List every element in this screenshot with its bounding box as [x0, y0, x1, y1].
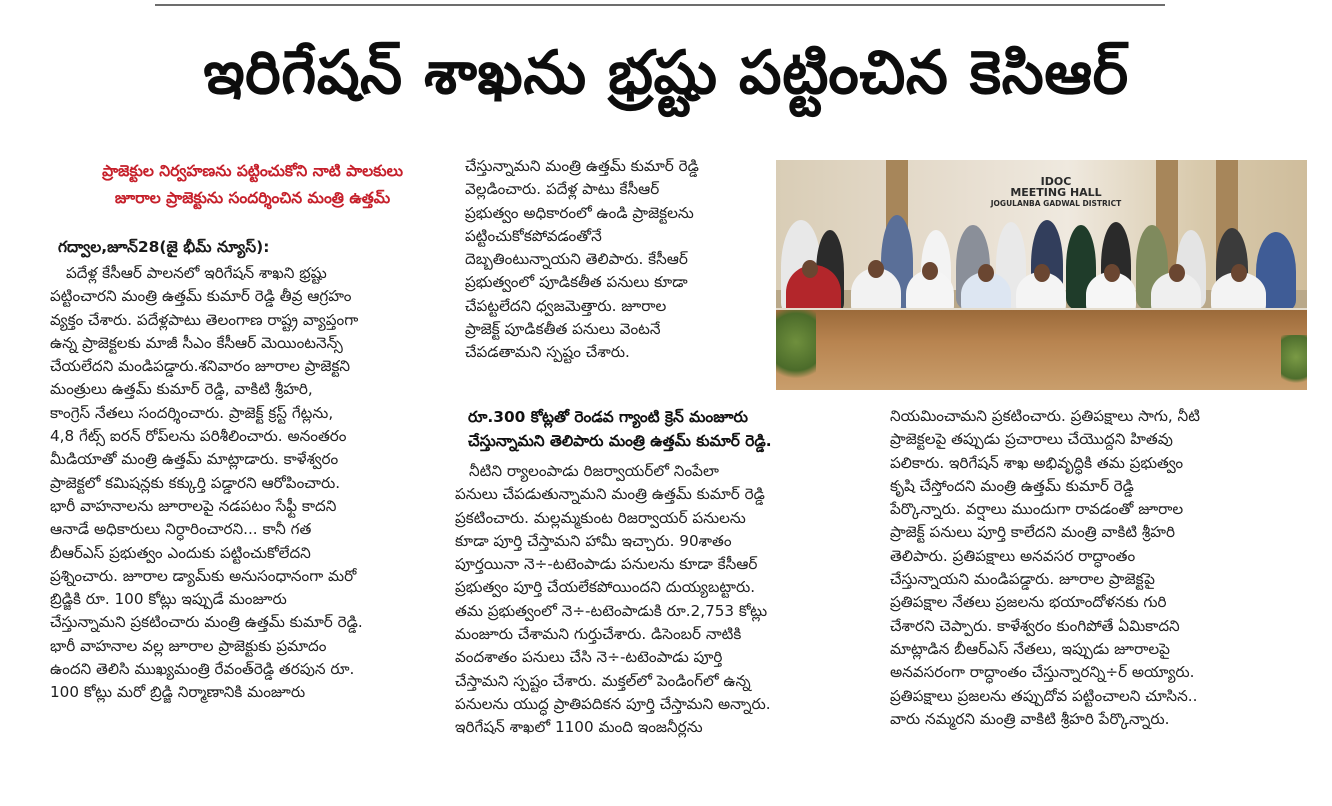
- photo-head: [868, 260, 884, 278]
- headline: ఇరిగేషన్ శాఖను భ్రష్టు పట్టించిన కెసిఆర్: [203, 38, 1129, 108]
- text-line: ఉందని తెలిసి ముఖ్యమంత్రి రేవంత్‌రెడ్డి తరపున రూ.: [50, 660, 355, 679]
- text-line: చేస్తున్నామని మంత్రి ఉత్తమ్ కుమార్ రెడ్డి: [465, 157, 699, 175]
- text-line: అనవసరంగా రాద్ధాంతం చేస్తున్నారన్ని÷ర్ అయ్యారు.: [890, 663, 1195, 682]
- article-column-2: [465, 155, 775, 365]
- text-line: ప్రాజెక్టలపై తప్పుడు ప్రచారాలు చేయొద్దని హితవు: [890, 430, 1173, 449]
- article-column-3: [890, 405, 1315, 731]
- meeting-hall-sign: [981, 176, 1131, 209]
- text-line: ప్రాజెక్టలో కమిషన్లకు కక్కుర్తి పడ్డారని ఆరోపించారు.: [50, 473, 341, 492]
- text-line: మంత్రులు ఉత్తమ్ కుమార్ రెడ్డి, వాకిటి శ్రీహరి,: [50, 380, 313, 399]
- column-2-subhead: [468, 405, 878, 453]
- photo-plant: [776, 310, 816, 390]
- text-line: ప్రాజెక్ట్ పనులు పూర్తి కాలేదని మంత్రి వాకిటి శ్రీహరి: [890, 523, 1175, 542]
- text-line: వారు నమ్మరని మంత్రి వాకిటి శ్రీహరి పేర్కొన్నారు.: [890, 709, 1170, 728]
- text-line: 4,8 గేట్స్ ఐరన్ రోప్‌లను పరిశీలించారు. అనంతరం: [50, 427, 347, 446]
- text-line: ప్రతిపక్షాలు ప్రజలను తప్పుదోవ పట్టించాలని చూసిన..: [890, 686, 1198, 705]
- text-line: ఉన్న ప్రాజెక్టలకు మాజీ సీఎం కేసీఆర్ మెయింటనెన్స్: [50, 333, 343, 352]
- press-meet-photo: [776, 160, 1307, 390]
- text-line: చేపట్టలేదని ధ్వజమెత్తారు. జూరాల: [465, 296, 667, 315]
- dateline: గద్వాల,జూన్28(జై భీమ్ న్యూస్):: [58, 238, 270, 256]
- text-line: పేర్కొన్నారు. వర్షాలు ముందుగా రావడంతో జూరాల: [890, 500, 1184, 519]
- text-line: పనులు చేపడుతున్నామని మంత్రి ఉత్తమ్ కుమార్ రెడ్డి: [455, 485, 765, 504]
- text-line: ప్రభుత్వంలో పూడికతీత పనులు కూడా: [465, 273, 688, 292]
- text-line: పట్టించారని మంత్రి ఉత్తమ్ కుమార్ రెడ్డి తీవ్ర ఆగ్రహం: [50, 287, 352, 306]
- text-line: బీఆర్ఎస్ ప్రభుత్వం ఎందుకు పట్టించుకోలేదని: [50, 543, 311, 562]
- photo-head: [802, 260, 818, 278]
- text-line: చేస్తున్నాయని మండిపడ్డారు. జూరాల ప్రాజెక్టపై: [890, 570, 1155, 589]
- text-line: ఆనాడే అధికారులు నిర్ధారించారని... కానీ గత: [50, 520, 312, 539]
- text-line: నీటిని ర్యాలంపాడు రిజర్వాయర్‌లో నింపేలా: [469, 462, 719, 480]
- text-line: దెబ్బతింటున్నాయని తెలిపారు. కేసీఆర్: [465, 250, 688, 269]
- photo-table: [776, 310, 1307, 390]
- text-line: మంజూరు చేశామని గుర్తుచేశారు. డిసెంబర్ నాటికి: [455, 625, 742, 644]
- text-line: చేశారని చెప్పారు. కాళేశ్వరం కుంగిపోతే ఏమికాదని: [890, 616, 1180, 635]
- photo-head: [1169, 264, 1185, 282]
- sign-line: MEETING HALL: [1010, 186, 1102, 199]
- article-column-1: [50, 262, 450, 705]
- photo-head: [1104, 264, 1120, 282]
- text-line: కృషి చేస్తోందని మంత్రి ఉత్తమ్ కుమార్ రెడ్డి: [890, 476, 1134, 495]
- subhead-line: చేస్తున్నామని తెలిపారు మంత్రి ఉత్తమ్ కుమార్ రెడ్డి.: [468, 432, 772, 450]
- text-line: చేస్తామని స్పష్టం చేశారు. మక్తల్‌లో పెండింగ్‌లో ఉన్న: [455, 671, 751, 690]
- text-line: ప్రభుత్వం అధికారంలో ఉండి ప్రాజెక్టలను: [465, 203, 694, 222]
- text-line: ప్రకటించారు. మల్లమ్మకుంట రిజర్వాయర్ పనులను: [455, 508, 746, 527]
- text-line: భారీ వాహనాల వల్ల జూరాల ప్రాజెక్టుకు ప్రమాదం: [50, 636, 327, 655]
- photo-head: [1034, 264, 1050, 282]
- photo-head: [1231, 264, 1247, 282]
- article-column-2b: [455, 460, 875, 740]
- text-line: పలికారు. ఇరిగేషన్ శాఖ అభివృద్ధికి తమ ప్రభుత్వం: [890, 453, 1184, 472]
- text-line: కూడా పూర్తి చేస్తామని హామీ ఇచ్చారు. 90శాతం: [455, 531, 732, 550]
- subheadline: [60, 158, 445, 212]
- subheadline-line: జూరాల ప్రాజెక్టును సందర్శించిన మంత్రి ఉత్తమ్: [114, 189, 391, 207]
- text-line: ప్రశ్నించారు. జూరాల డ్యామ్‌కు అనుసంధానంగా మరో: [50, 566, 357, 585]
- text-line: ప్రభుత్వం పూర్తి చేయలేకపోయిందని దుయ్యబట్టారు.: [455, 578, 756, 597]
- subheadline-line: ప్రాజెక్టుల నిర్వహణను పట్టించుకోని నాటి పాలకులు: [102, 162, 403, 180]
- text-line: బ్రిడ్జికి రూ. 100 కోట్లు ఇప్పుడే మంజూరు: [50, 590, 287, 609]
- text-line: పనులను యుద్ధ ప్రాతిపదికన పూర్తి చేస్తామని అన్నారు.: [455, 694, 771, 713]
- text-line: భారీ వాహనాలను జూరాలపై నడపటం సేఫ్టీ కాదని: [50, 496, 337, 515]
- photo-head: [978, 264, 994, 282]
- text-line: ప్రాజెక్ట్ పూడికతీత పనులు వెంటనే: [465, 320, 661, 339]
- text-line: చేపడతామని స్పష్టం చేశారు.: [465, 343, 630, 362]
- text-line: చేయలేదని మండిపడ్డారు.శనివారం జూరాల ప్రాజెక్టని: [50, 357, 351, 376]
- text-line: పూర్తయినా నె÷-టటెంపాడు పనులను కూడా కేసీఆర్: [455, 555, 758, 574]
- text-line: వందశాతం పనులు చేసి నె÷-టటెంపాడు పూర్తి: [455, 648, 723, 667]
- photo-plant: [1281, 335, 1307, 390]
- text-line: తమ ప్రభుత్వంలో నె÷-టటెంపాడుకి రూ.2,753 కోట్లు: [455, 601, 768, 620]
- sign-line: JOGULANBA GADWAL DISTRICT: [990, 199, 1122, 208]
- text-line: ఇరిగేషన్ శాఖలో 1100 మంది ఇంజనీర్లను: [455, 718, 703, 737]
- subhead-line: రూ.300 కోట్లతో రెండవ గ్యాంటి క్రెన్ మంజూరు: [468, 408, 748, 426]
- text-line: మీడియాతో మంత్రి ఉత్తమ్ మాట్లాడారు. కాళేశ్వరం: [50, 450, 339, 469]
- text-line: నియమించామని ప్రకటించారు. ప్రతిపక్షాలు సాగు, నీటి: [890, 407, 1200, 425]
- text-line: వెల్లడించారు. పదేళ్ల పాటు కేసీఆర్: [465, 180, 660, 199]
- photo-head: [922, 262, 938, 280]
- text-line: చేస్తున్నామని ప్రకటించారు మంత్రి ఉత్తమ్ కుమార్ రెడ్డి.: [50, 613, 363, 632]
- text-line: ప్రతిపక్షాల నేతలు ప్రజలను భయాందోళనకు గురి: [890, 593, 1167, 612]
- text-line: తెలిపారు. ప్రతిపక్షాలు అనవసర రాద్ధాంతం: [890, 546, 1136, 565]
- text-line: మాట్లాడిన బీఆర్ఎస్ నేతలు, ఇప్పుడు జూరాలపై: [890, 639, 1170, 658]
- text-line: పదేళ్ల కేసీఆర్ పాలనలో ఇరిగేషన్ శాఖని భ్రష్టు: [66, 264, 327, 282]
- text-line: 100 కోట్లు మరో బ్రిడ్జి నిర్మాణానికి మంజూరు: [50, 683, 306, 702]
- text-line: కాంగ్రెస్ నేతలు సందర్శించారు. ప్రాజెక్ట్ క్రస్ట్ గేట్లను,: [50, 403, 334, 422]
- text-line: వ్యక్తం చేశారు. పదేళ్లపాటు తెలంగాణ రాష్ట్ర వ్యాప్తంగా: [50, 310, 359, 329]
- top-rule: [155, 4, 1165, 6]
- sign-line: IDOC: [1040, 175, 1072, 188]
- text-line: పట్టించుకోకపోవడంతోనే: [465, 226, 602, 245]
